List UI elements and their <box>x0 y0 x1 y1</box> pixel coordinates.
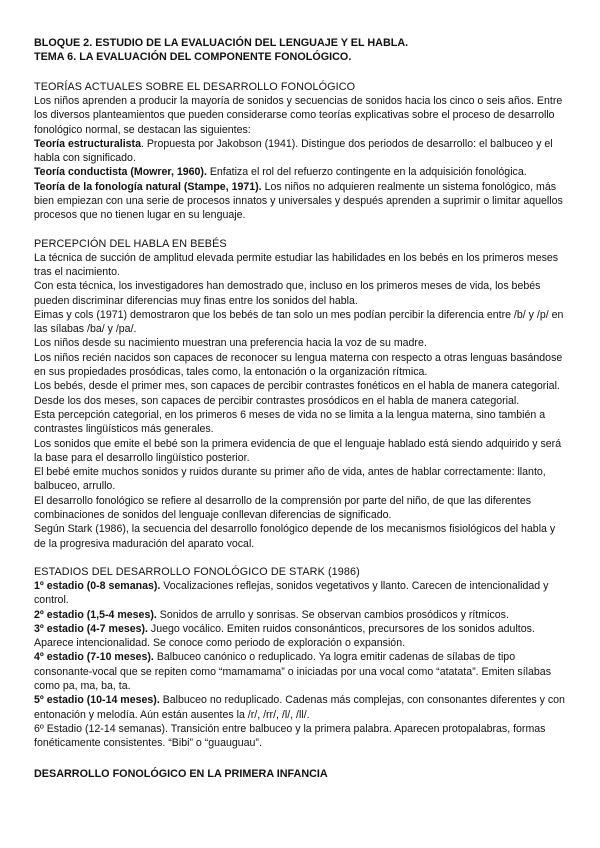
stage-item: 4º estadio (7-10 meses). Balbuceo canónico o reduplicado. Ya logra emitir cadenas de sílabas de tipo consonante-vocal que se repiten como “mamamama” o iniciadas por una vocal como “atatata”. Emiten sílabas como pa, ma, ba, ta. <box>34 651 551 692</box>
paragraph: Los niños desde su nacimiento muestran una preferencia hacia la voz de su madre. <box>34 337 427 350</box>
document-header <box>34 36 566 64</box>
stage-item: 6º Estadio (12-14 semanas). Transición entre balbuceo y la primera palabra. Aparecen protopalabras, formas fonéticamente consistentes. “Bibi” o “guauguau”. <box>34 722 546 750</box>
paragraph: Los sonidos que emite el bebé son la primera evidencia de que el lenguaje hablado está siendo adquirido y será la base para el desarrollo lingüístico posterior. <box>34 437 562 464</box>
theory-term: Teoría de la fonología natural (Stampe, 1971). <box>34 180 262 193</box>
stage-term: 4º estadio (7-10 meses). <box>34 651 154 664</box>
theory-item: Teoría conductista (Mowrer, 1960). Enfatiza el rol del refuerzo contingente en la adquisición fonológica. <box>34 166 527 179</box>
stage-term: 3º estadio (4-7 meses). <box>34 622 148 635</box>
paragraph: Eimas y cols (1971) demostraron que los bebés de tan solo un mes podían percibir la diferencia entre /b/ y /p/ en las sílabas /ba/ y /pa/. <box>34 308 564 336</box>
topic-title: TEMA 6. LA EVALUACIÓN DEL COMPONENTE FONOLÓGICO. <box>34 51 352 63</box>
theory-term: Teoría conductista (Mowrer, 1960). <box>34 166 207 179</box>
paragraph: Esta percepción categorial, en los primeros 6 meses de vida no se limita a la lengua materna, sino también a contrastes lingüísticos más generales. <box>34 408 546 436</box>
stage-term: 5º estadio (10-14 meses). <box>34 694 160 707</box>
stage-item: 2º estadio (1,5-4 meses). Sonidos de arrullo y sonrisas. Se observan cambios prosódicos y rítmicos. <box>34 608 509 621</box>
stage-term: 2º estadio (1,5-4 meses). <box>34 608 157 621</box>
section-perception <box>34 237 566 551</box>
paragraph: El bebé emite muchos sonidos y ruidos durante su primer año de vida, antes de hablar correctamente: llanto, balbuceo, arrullo. <box>34 466 546 493</box>
paragraph: Los bebés, desde el primer mes, son capaces de percibir contrastes fonéticos en el habla de manera categorial. <box>34 380 560 393</box>
paragraph: Con esta técnica, los investigadores han demostrado que, incluso en los primeros meses de vida, los bebés pueden discriminar diferencias muy finas entre los sonidos del habla. <box>34 280 541 307</box>
paragraph: El desarrollo fonológico se refiere al desarrollo de la comprensión por parte del niño, de que las diferentes combinaciones de sonidos del lenguaje conllevan diferencias de significado. <box>34 494 532 522</box>
section-title-theories: TEORÍAS ACTUALES SOBRE EL DESARROLLO FONOLÓGICO <box>34 81 356 93</box>
paragraph: La técnica de succión de amplitud elevada permite estudiar las habilidades en los bebés en los primeros meses tras el nacimiento. <box>34 251 559 278</box>
paragraph: Los niños aprenden a producir la mayoría de sonidos y secuencias de sonidos hacia los cinco o seis años. Entre los diversos planteamientos que pueden considerarse como teorías explicativas sobre el proceso de desarrollo fonológico normal, se destacan las siguientes: <box>34 95 563 136</box>
block-title: BLOQUE 2. ESTUDIO DE LA EVALUACIÓN DEL LENGUAJE Y EL HABLA. <box>34 37 409 49</box>
stage-term: 1º estadio (0-8 semanas). <box>34 579 161 592</box>
paragraph: Según Stark (1986), la secuencia del desarrollo fonológico depende de los mecanismos fisiológicos del habla y de la progresiva maduración del aparato vocal. <box>34 523 556 550</box>
theory-item: Teoría de la fonología natural (Stampe, 1971). Los niños no adquieren realmente un sistema fonológico, más bien empiezan con una serie de procesos innatos y universales y después aprenden a suprimir o limitar aquellos procesos que no tienen lugar en su lenguaje. <box>34 180 563 222</box>
paragraph: Los niños recién nacidos son capaces de reconocer su lengua materna con respecto a otras lenguas basándose en sus propiedades prosódicas, tales como, la entonación o la organización rítmica. <box>34 351 563 379</box>
paragraph: Desde los dos meses, son capaces de percibir contrastes prosódicos en el habla de manera categorial. <box>34 394 520 407</box>
section-early-childhood <box>34 767 566 781</box>
theory-item: Teoría estructuralista. Propuesta por Jakobson (1941). Distingue dos periodos de desarrollo: el balbuceo y el habla con significado. <box>34 137 553 165</box>
stage-item: 1º estadio (0-8 semanas). Vocalizaciones reflejas, sonidos vegetativos y llanto. Carecen de intencionalidad y control. <box>34 579 549 607</box>
stage-item: 3º estadio (4-7 meses). Juego vocálico. Emiten ruidos consonánticos, precursores de los sonidos adultos. Aparece intencionalidad. Se conoce como periodo de exploración o expansión. <box>34 622 535 650</box>
section-title-perception: PERCEPCIÓN DEL HABLA EN BEBÉS <box>34 237 227 250</box>
section-title-early-childhood: DESARROLLO FONOLÓGICO EN LA PRIMERA INFANCIA <box>34 768 328 781</box>
stage-item: 5º estadio (10-14 meses). Balbuceo no reduplicado. Cadenas más complejas, con consonantes diferentes y con entonación y melodía. Aún están ausentes la /r/, /rr/, /l/, /ll/. <box>34 694 565 721</box>
section-stark-stages <box>34 565 566 751</box>
section-title-stages: ESTADIOS DEL DESARROLLO FONOLÓGICO DE STARK (1986) <box>34 565 360 578</box>
section-theories <box>34 80 566 223</box>
theory-term: Teoría estructuralista <box>34 137 141 150</box>
